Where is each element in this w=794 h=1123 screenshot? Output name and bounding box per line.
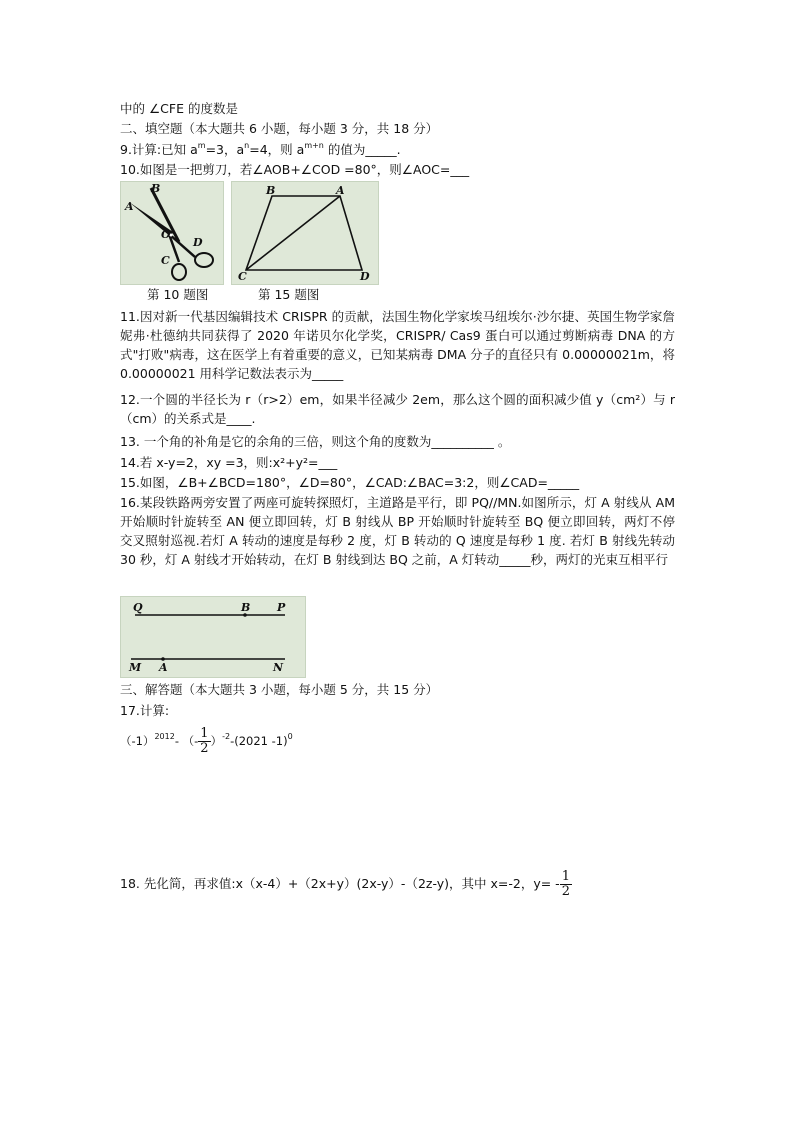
scissors-label-b: B: [151, 182, 161, 195]
section-3-heading: 三、解答题（本大题共 3 小题，每小题 5 分，共 15 分）: [120, 682, 439, 697]
trapezoid-label-a: A: [336, 184, 345, 197]
rail-label-b: B: [241, 601, 251, 614]
figure-10-caption: 第 10 题图: [147, 287, 209, 302]
question-9: 9.计算:已知 $a^m=3$，$a^n=4$，则 $a^{m+n}$ 的值为_____.: [120, 141, 401, 157]
scissors-ring-c: [172, 264, 186, 280]
trapezoid-outline: [246, 196, 362, 270]
question-13: 13. 一个角的补角是它的余角的三倍，则这个角的度数为__________ 。: [120, 434, 511, 449]
rail-label-p: P: [277, 601, 286, 614]
figure-15-trapezoid: [231, 181, 379, 285]
question-14: 14.若 x-y=2，xy =3，则:x²+y²=___: [120, 455, 338, 470]
rail-label-a: A: [159, 661, 168, 674]
fraction-one-half: $\frac{1}{2}$: [200, 726, 209, 756]
scissors-label-c: C: [161, 254, 170, 267]
question-17-expression: $(-1)^{2012}-$ （- $\frac{1}{2}$ ）$^{-2}$-(2021 -1)$^0$: [120, 726, 293, 756]
figure-15-caption: 第 15 题图: [258, 287, 320, 302]
rail-label-m: M: [129, 661, 142, 674]
rail-label-n: N: [273, 661, 284, 674]
scissors-ring-d: [195, 253, 213, 267]
section-2-heading: 二、填空题（本大题共 6 小题，每小题 3 分，共 18 分）: [120, 121, 439, 136]
question-10: 10.如图是一把剪刀，若∠AOB+∠COD =80°，则∠AOC=___: [120, 162, 470, 177]
figure-10-scissors: [120, 181, 224, 285]
continued-question-text: 中的 ∠CFE 的度数是: [120, 101, 238, 116]
scissors-label-o: O: [161, 228, 171, 241]
question-16: 16.某段铁路两旁安置了两座可旋转探照灯，主道路是平行，即 PQ//MN.如图所示，灯 A 射线从 AM 开始顺时针旋转至 AN 便立即回转，灯 B 射线从 BP 开始顺时针旋转至 BQ 便立即回转，两灯不停交叉照射巡视.若灯 A 转动的速度是每秒 2 度，灯 B 转动的 Q 速度是每秒 1 度. 若灯 B 射线先转动 30 秒，灯 A 射线才开始转动，在灯 B 射线到达 BQ 之前，A 灯转动_____秒，两灯的光束互相平行: [120, 495, 675, 567]
trapezoid-label-d: D: [360, 270, 370, 283]
question-12: 12.一个圆的半径长为 r（r>2）em，如果半径减少 2em，那么这个圆的面积减少值 y（cm²）与 r（cm）的关系式是____.: [120, 392, 675, 426]
rail-label-q: Q: [133, 601, 143, 614]
fraction-one-half-y: $\frac{1}{2}$: [561, 869, 570, 899]
figure-16-rails: [120, 596, 306, 678]
scissors-label-d: D: [193, 236, 203, 249]
question-15: 15.如图，∠B+∠BCD=180°，∠D=80°，∠CAD:∠BAC=3:2，则∠CAD=_____: [120, 475, 580, 490]
scissors-label-a: A: [125, 200, 134, 213]
question-17: 17.计算:: [120, 703, 170, 718]
question-18: 18. 先化简，再求值:x（x-4）+（2x+y）(2x-y）-（2z-y)，其中 x=-2，y= - $\frac{1}{2}$: [120, 869, 570, 899]
diagonal-ac: [246, 196, 340, 270]
trapezoid-label-b: B: [266, 184, 276, 197]
trapezoid-label-c: C: [238, 270, 247, 283]
question-11: 11.因对新一代基因编辑技术 CRISPR 的贡献，法国生物化学家埃马纽埃尔·沙尔捷、英国生物学家詹妮弗·杜德纳共同获得了 2020 年诺贝尔化学奖，CRISPR/ Cas9 蛋白可以通过剪断病毒 DNA 的方式"打败"病毒，这在医学上有着重要的意义，已知某病毒 DMA 分子的直径只有 0.00000021m，将 0.00000021 用科学记数法表示为_____: [120, 309, 675, 381]
